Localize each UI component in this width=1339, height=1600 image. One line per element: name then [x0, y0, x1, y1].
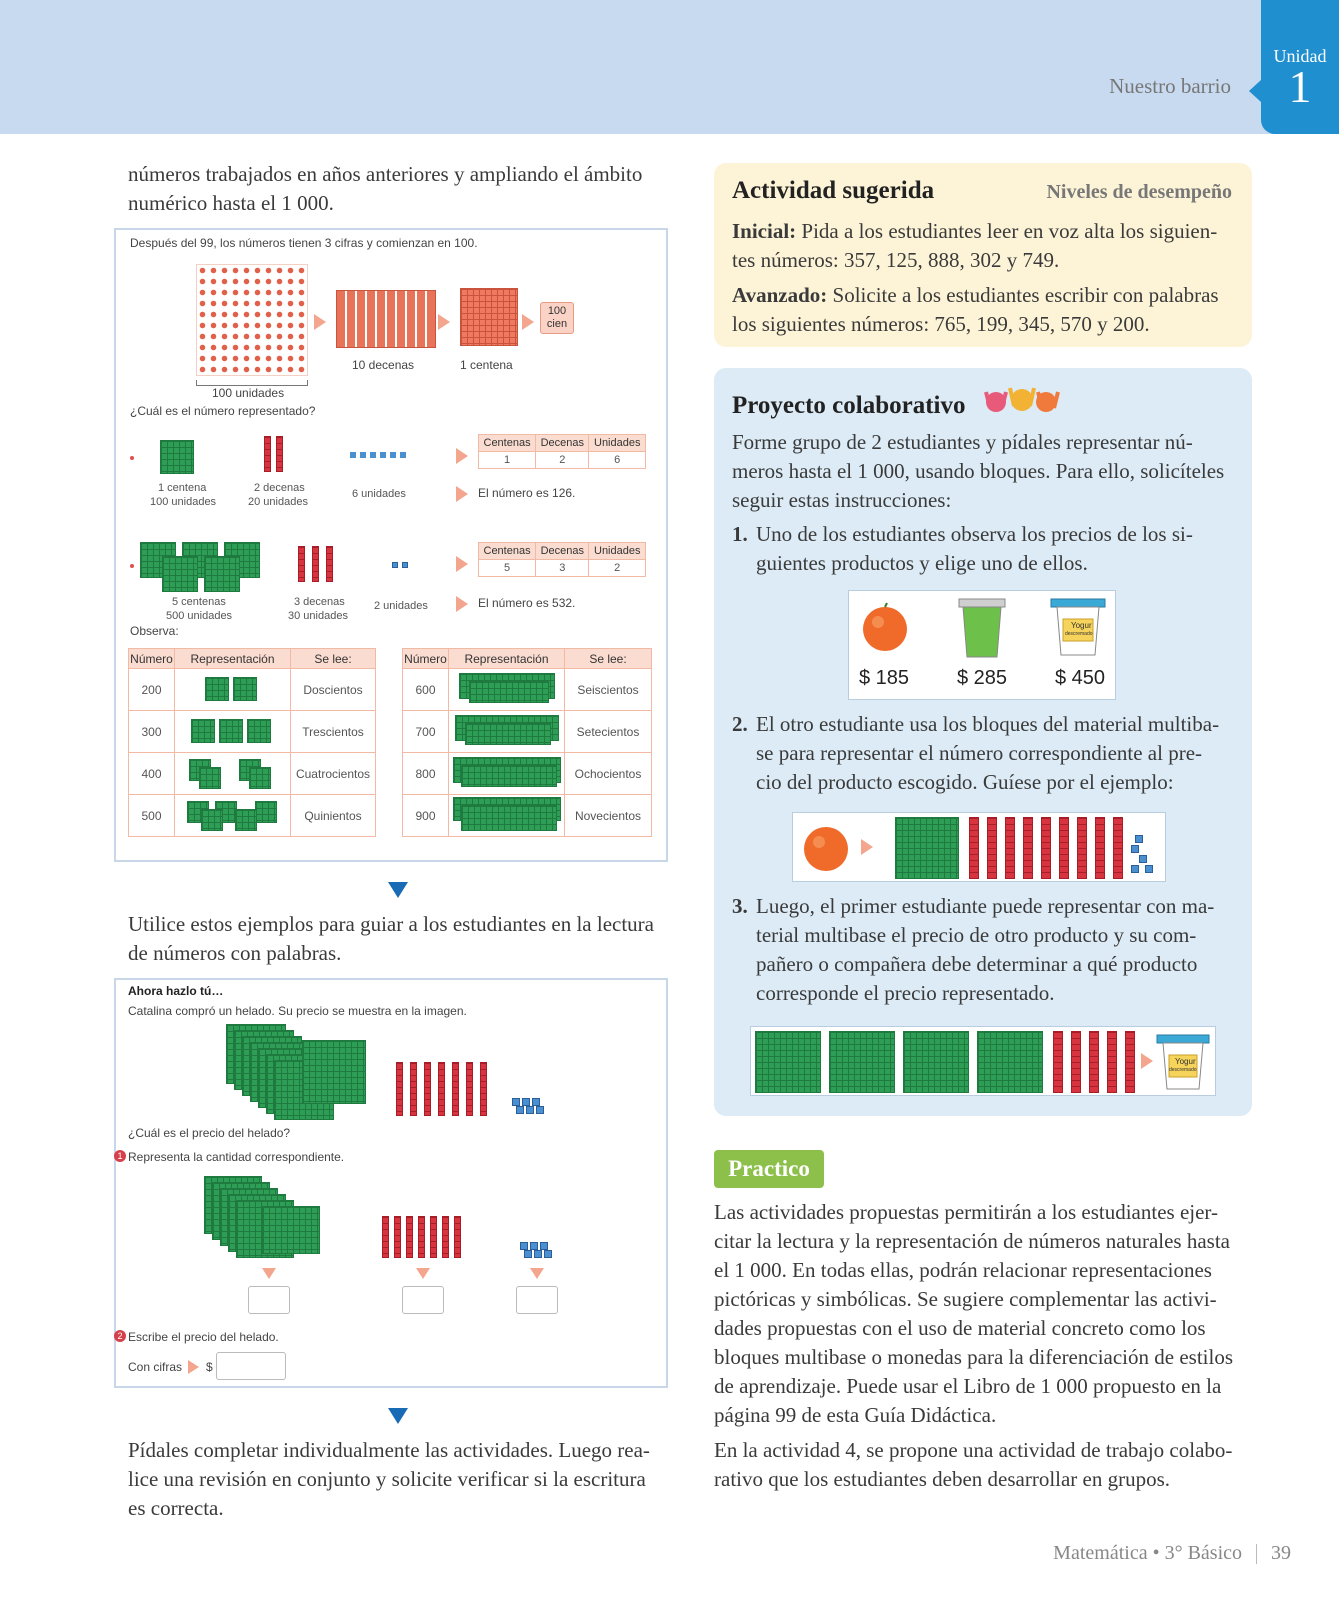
th: Se lee:: [291, 649, 376, 669]
unit-cube: [1131, 845, 1139, 853]
ten-rod: [1113, 817, 1123, 879]
table-row: [129, 669, 376, 711]
page-footer: [1053, 1542, 1291, 1565]
hundred-block: [201, 809, 223, 831]
ten-rod: [326, 546, 333, 582]
ex1-unidades-label: 6 unidades: [352, 488, 406, 500]
td: 1: [479, 452, 536, 469]
unit-cube: [402, 562, 408, 568]
text-line: meros hasta el 1 000, usando bloques. Para ello, solicíteles: [732, 459, 1225, 483]
ten-rod: [382, 1216, 389, 1258]
avanzado-label: Avanzado:: [732, 283, 828, 307]
practico-paragraph-2: [714, 1436, 1254, 1494]
unit-label: Unidad: [1273, 46, 1327, 66]
td: 3: [536, 560, 589, 577]
text-line: seguir estas instrucciones:: [732, 488, 952, 512]
unit-cube: [516, 1106, 524, 1114]
hundred-blocks: [465, 723, 551, 745]
price-label: $ 185: [859, 667, 910, 689]
text-line: Pídales completar individualmente las actividades. Luego rea-: [128, 1438, 650, 1462]
unit-cube: [536, 1106, 544, 1114]
step2-text: Escribe el precio del helado.: [128, 1330, 279, 1344]
ten-rod: [1077, 817, 1087, 879]
step2-text: [756, 710, 1238, 797]
step-number: 1: [114, 1150, 126, 1162]
text-line: los siguientes números: 765, 199, 345, 570 y 200.: [732, 312, 1150, 336]
activity-title: Actividad sugerida: [732, 177, 935, 204]
project-intro: [732, 428, 1238, 515]
representation-cell: [449, 753, 565, 795]
footer-divider: [1256, 1544, 1257, 1564]
text-line: Solicite a los estudiantes escribir con palabras: [827, 283, 1219, 307]
orange-icon: [801, 823, 851, 873]
td: 800: [403, 753, 449, 795]
table-row: [403, 711, 652, 753]
td: 2: [536, 452, 589, 469]
project-title: Proyecto colaborativo: [732, 392, 966, 419]
ten-rod: [396, 1062, 403, 1116]
unit-title: Nuestro barrio: [1109, 74, 1231, 98]
arrow-icon: [188, 1360, 199, 1374]
activity-box: [714, 163, 1252, 347]
unit-cube: [524, 1250, 532, 1258]
arrow-icon: [1141, 1053, 1153, 1069]
bullet: [130, 564, 134, 568]
th: Número: [403, 649, 449, 669]
text-line: Uno de los estudiantes observa los precios de los si-: [756, 522, 1193, 546]
representation-cell: [175, 711, 291, 753]
th: Centenas: [479, 435, 536, 452]
text-line: dades propuestas con el uso de material concreto como los: [714, 1316, 1206, 1340]
hundred-block: [262, 1206, 320, 1254]
td: Seiscientos: [565, 669, 652, 711]
hundred-block: [755, 1031, 821, 1093]
text-line: lice una revisión en conjunto y solicite verificar si la escritura: [128, 1467, 646, 1491]
td: 200: [129, 669, 175, 711]
ten-rod: [1023, 817, 1033, 879]
label-1-centena: 1 centena: [460, 358, 513, 372]
ten-rod: [1053, 1031, 1063, 1093]
ex1-centenas-label: [158, 482, 206, 494]
exercise-title: Ahora hazlo tú…: [128, 984, 224, 998]
ten-rod: [394, 1216, 401, 1258]
products-box: [848, 590, 1116, 700]
ex1-result: El número es 126.: [478, 486, 576, 500]
text-line: bloques multibase o monedas para la diferenciación de estilos: [714, 1345, 1234, 1369]
th: Representación: [449, 649, 565, 669]
ex1-decenas-units: 20 unidades: [248, 496, 308, 508]
td: Quinientos: [291, 795, 376, 837]
juice-cup-icon: [957, 597, 1007, 659]
yogurt-example-box: [750, 1026, 1216, 1096]
arrow-icon: [456, 448, 468, 464]
ex2-unidades-label: 2 unidades: [374, 600, 428, 612]
dollar-sign: $: [206, 1360, 213, 1374]
arrow-icon: [456, 596, 468, 612]
td: Trescientos: [291, 711, 376, 753]
text-line: página 99 de esta Guía Didáctica.: [714, 1403, 997, 1427]
ten-rod: [442, 1216, 449, 1258]
unit-badge: [1261, 0, 1339, 134]
down-arrow-icon: [530, 1268, 544, 1279]
unit-cube: [544, 1250, 552, 1258]
numbers-table-left: [128, 648, 376, 837]
step-number: 3.: [732, 894, 748, 918]
representation-cell: [449, 669, 565, 711]
ten-rod: [1071, 1031, 1081, 1093]
hundred-block: [829, 1031, 895, 1093]
unit-cube: [1131, 865, 1139, 873]
arrow-icon: [456, 486, 468, 502]
representation-cell: [449, 711, 565, 753]
arrow-icon: [314, 314, 326, 330]
ten-rod: [454, 1216, 461, 1258]
yogur-label: Yogur: [1175, 1057, 1196, 1066]
step1-text: Representa la cantidad correspondiente.: [128, 1150, 345, 1164]
text-line: Utilice estos ejemplos para guiar a los estudiantes en la lectura: [128, 912, 654, 936]
step-number: 1.: [732, 522, 748, 546]
hundred-block: [255, 801, 277, 823]
unidades-answer-box[interactable]: [516, 1286, 558, 1314]
ex1-centenas-units: 100 unidades: [150, 496, 217, 508]
hundred-block: [247, 719, 271, 743]
td: Cuatrocientos: [291, 753, 376, 795]
ten-rod: [410, 1062, 417, 1116]
td: 500: [129, 795, 175, 837]
unit-cube: [526, 1106, 534, 1114]
ex2-decenas-units: 30 unidades: [288, 610, 348, 622]
price-label: $ 450: [1055, 667, 1106, 689]
ten-rod: [1059, 817, 1069, 879]
text-line: Luego, el primer estudiante puede representar con ma-: [756, 894, 1215, 918]
hundred-block: [977, 1031, 1043, 1093]
place-value-table: [478, 434, 646, 469]
td: Novecientos: [565, 795, 652, 837]
text-line: rativo que los estudiantes deben desarrollar en grupos.: [714, 1467, 1171, 1491]
inicial-label: Inicial:: [732, 219, 797, 243]
ten-rod: [276, 436, 283, 472]
page-number: 39: [1271, 1542, 1291, 1564]
activity-levels: Niveles de desempeño: [1046, 181, 1232, 203]
price-input[interactable]: [216, 1352, 286, 1380]
text-line: de aprendizaje. Puede usar el Libro de 1 000 propuesto en la: [714, 1374, 1222, 1398]
text-line: terial multibase el precio de otro producto y su com-: [756, 923, 1197, 947]
practico-badge: Practico: [714, 1150, 824, 1188]
ten-rod: [987, 817, 997, 879]
numbers-table-right: [402, 648, 652, 837]
ten-rod: [969, 817, 979, 879]
td: 5: [479, 560, 536, 577]
unit-cube: [530, 1242, 538, 1250]
td: 900: [403, 795, 449, 837]
unit-cube: [1145, 865, 1153, 873]
ten-rod: [1107, 1031, 1117, 1093]
ten-rod: [264, 436, 271, 472]
hundred-block: [162, 556, 198, 592]
hundred-blocks: [461, 765, 557, 787]
ex2-result: El número es 532.: [478, 596, 576, 610]
ten-rod: [466, 1062, 473, 1116]
down-arrow-icon: [388, 1408, 408, 1424]
text-line: Las actividades propuestas permitirán a los estudiantes ejer-: [714, 1200, 1218, 1224]
ex2-decenas-label: 3 decenas: [294, 596, 345, 608]
text-line: es correcta.: [128, 1496, 224, 1520]
step-number: 2: [114, 1330, 126, 1342]
bullet: [130, 456, 134, 460]
observa-label: Observa:: [130, 624, 179, 638]
text-line: citar la lectura y la representación de números naturales hasta: [714, 1229, 1231, 1253]
hundred-blocks: [461, 805, 557, 831]
hundred-block: [302, 1040, 366, 1104]
text-line: el 1 000. En todas ellas, podrán relacionar representaciones: [714, 1258, 1212, 1282]
example-blocks-box: [792, 812, 1166, 882]
arrow-icon: [522, 314, 534, 330]
question: ¿Cuál es el número representado?: [130, 404, 316, 418]
ten-rod: [480, 1062, 487, 1116]
ten-rod: [1041, 817, 1051, 879]
ten-rod: [452, 1062, 459, 1116]
text-line: corresponde el precio representado.: [756, 981, 1055, 1005]
ex2-centenas-label: 5 centenas: [172, 596, 226, 608]
hundred-flat: [460, 288, 518, 346]
label-line: 1 centena: [158, 482, 207, 494]
intro-line: números trabajados en años anteriores y ampliando el ámbito: [128, 162, 643, 186]
hundred-block: [204, 556, 240, 592]
text-line: Forme grupo de 2 estudiantes y pídales representar nú-: [732, 430, 1193, 454]
hundred-block: [903, 1031, 969, 1093]
yogur-sub: descremado: [1065, 631, 1093, 637]
mid-paragraph: [128, 910, 668, 968]
decenas-answer-box[interactable]: [402, 1286, 444, 1314]
arrow-icon: [861, 839, 873, 855]
ten-rod: [298, 546, 305, 582]
unit-cube: [540, 1242, 548, 1250]
ten-rod: [430, 1216, 437, 1258]
th: Centenas: [479, 543, 536, 560]
end-paragraph: [128, 1436, 668, 1523]
text-line: guientes productos y elige uno de ellos.: [756, 551, 1088, 575]
ten-rod: [312, 546, 319, 582]
representation-cell: [175, 669, 291, 711]
td: 400: [129, 753, 175, 795]
table-row: [129, 753, 376, 795]
label-100-unidades: 100 unidades: [212, 386, 285, 400]
cien-badge: [540, 302, 574, 334]
unit-cube: [392, 562, 398, 568]
ten-rod: [438, 1062, 445, 1116]
hundred-units-grid: [196, 264, 308, 376]
hundred-block: [199, 767, 221, 789]
td: 300: [129, 711, 175, 753]
hundred-blocks: [469, 681, 549, 703]
table-row: [403, 669, 652, 711]
ex2-centenas-units: 500 unidades: [166, 610, 233, 622]
th: Se lee:: [565, 649, 652, 669]
step1-text: [756, 520, 1238, 578]
cien-number: 100: [547, 305, 567, 317]
step3-text: [756, 892, 1238, 1008]
ten-rod: [1125, 1031, 1135, 1093]
panel-caption: Después del 99, los números tienen 3 cifras y comienzan en 100.: [130, 236, 478, 250]
th: Decenas: [536, 543, 589, 560]
ten-rod: [1089, 1031, 1099, 1093]
text-line: Pida a los estudiantes leer en voz alta los siguien-: [796, 219, 1218, 243]
unit-cube: [534, 1250, 542, 1258]
unit-cubes: [350, 452, 406, 458]
left-intro: [128, 160, 668, 218]
arrow-icon: [456, 556, 468, 572]
ten-rods: [336, 290, 436, 348]
ten-rod: [1005, 817, 1015, 879]
table-row: [403, 795, 652, 837]
text-line: En la actividad 4, se propone una actividad de trabajo colabo-: [714, 1438, 1233, 1462]
con-cifras-label: Con cifras: [128, 1360, 183, 1374]
arrow-icon: [438, 314, 450, 330]
text-line: pictóricas y simbólicas. Se sugiere complementar las activi-: [714, 1287, 1217, 1311]
th: Unidades: [589, 543, 646, 560]
step-number: 2.: [732, 712, 748, 736]
table-row: [403, 753, 652, 795]
page-header: [0, 0, 1339, 134]
label-10-decenas: 10 decenas: [352, 358, 415, 372]
exercise-question: ¿Cuál es el precio del helado?: [128, 1126, 291, 1140]
yogur-sub: descremado: [1169, 1067, 1197, 1073]
table-row: [129, 795, 376, 837]
activity-inicial: [732, 217, 1238, 275]
th: Decenas: [536, 435, 589, 452]
text-line: pañero o compañera debe determinar a qué producto: [756, 952, 1198, 976]
ten-rod: [424, 1062, 431, 1116]
unit-cube: [532, 1098, 540, 1106]
text-line: cio del producto escogido. Guíese por el ejemplo:: [756, 770, 1174, 794]
ten-rod: [1095, 817, 1105, 879]
td: 6: [589, 452, 646, 469]
yogur-label: Yogur: [1071, 621, 1092, 630]
example-panel: [114, 228, 668, 862]
teamwork-icon: [982, 382, 1062, 416]
hundred-block: [895, 817, 959, 879]
practico-paragraph: [714, 1198, 1254, 1430]
activity-avanzado: [732, 281, 1238, 339]
text-line: de números con palabras.: [128, 941, 342, 965]
ex1-decenas-label: 2 decenas: [254, 482, 305, 494]
unit-pointer-icon: [1249, 80, 1261, 102]
td: 600: [403, 669, 449, 711]
table-row: [129, 711, 376, 753]
unit-cube: [512, 1098, 520, 1106]
td: Doscientos: [291, 669, 376, 711]
hundred-block: [205, 677, 229, 701]
text-line: se para representar el número correspondiente al pre-: [756, 741, 1203, 765]
td: 2: [589, 560, 646, 577]
ten-rod: [418, 1216, 425, 1258]
book-title: Matemática • 3° Básico: [1053, 1542, 1242, 1564]
down-arrow-icon: [416, 1268, 430, 1279]
text-line: tes números: 357, 125, 888, 302 y 749.: [732, 248, 1060, 272]
hundred-block: [160, 440, 194, 474]
unit-cube: [522, 1098, 530, 1106]
td: Setecientos: [565, 711, 652, 753]
hundred-block: [233, 677, 257, 701]
centenas-answer-box[interactable]: [248, 1286, 290, 1314]
text-line: El otro estudiante usa los bloques del material multiba-: [756, 712, 1220, 736]
orange-icon: [859, 601, 911, 653]
unit-number: 1: [1288, 61, 1312, 112]
cien-word: cien: [546, 318, 568, 330]
price-label: $ 285: [957, 667, 1008, 689]
hundred-block: [249, 767, 271, 789]
unit-cube: [1139, 855, 1147, 863]
representation-cell: [175, 795, 291, 837]
ten-rod: [406, 1216, 413, 1258]
representation-cell: [175, 753, 291, 795]
hundred-block: [235, 809, 257, 831]
td: 700: [403, 711, 449, 753]
th: Unidades: [589, 435, 646, 452]
exercise-caption: Catalina compró un helado. Su precio se muestra en la imagen.: [128, 1004, 467, 1018]
down-arrow-icon: [388, 882, 408, 898]
intro-line: numérico hasta el 1 000.: [128, 191, 334, 215]
th: Representación: [175, 649, 291, 669]
down-arrow-icon: [262, 1268, 276, 1279]
representation-cell: [449, 795, 565, 837]
unit-cube: [1135, 835, 1143, 843]
hundred-block: [191, 719, 215, 743]
td: Ochocientos: [565, 753, 652, 795]
hundred-block: [219, 719, 243, 743]
project-box: [714, 368, 1252, 1116]
unit-cube: [520, 1242, 528, 1250]
exercise-panel: [114, 978, 668, 1388]
place-value-table: [478, 542, 646, 577]
th: Número: [129, 649, 175, 669]
